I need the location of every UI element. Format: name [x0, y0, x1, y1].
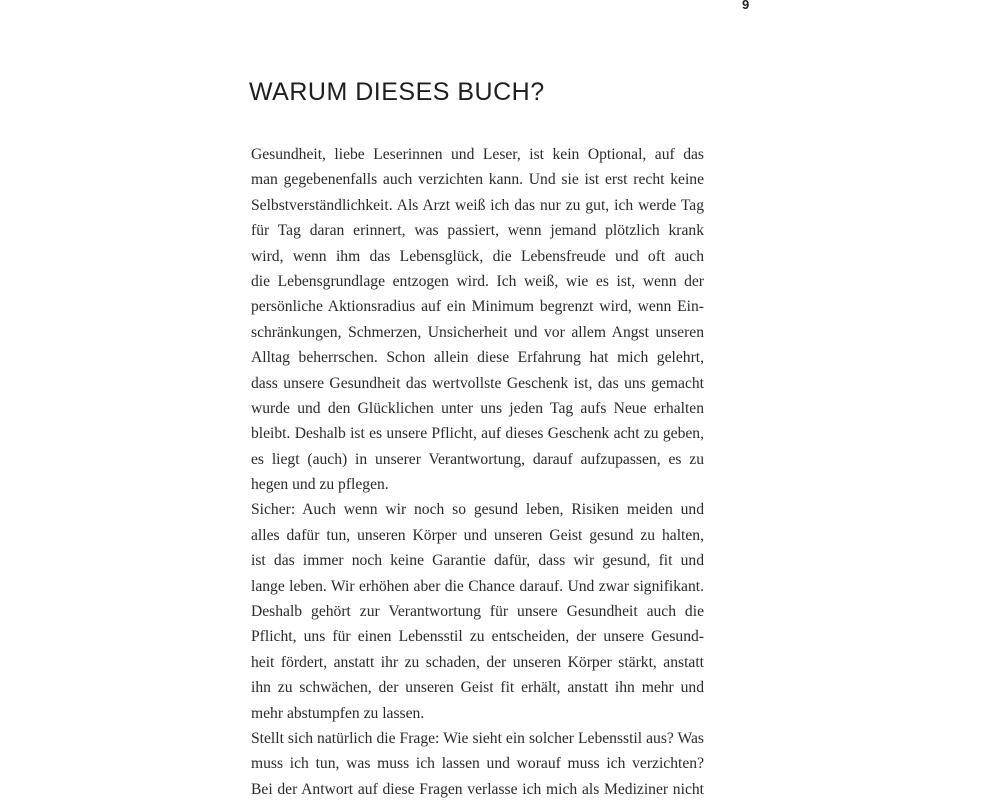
text-line: Sicher: Auch wenn wir noch so gesund leben, Risiken meiden und: [251, 501, 704, 519]
paragraph-1: [251, 142, 704, 497]
text-line: hegen und zu pflegen.: [251, 476, 389, 494]
text-line: heit fördert, anstatt ihr zu schaden, der unseren Körper stärkt, anstatt: [251, 653, 704, 671]
text-line: persönliche Aktionsradius auf ein Minimum begrenzt wird, wenn Ein-: [251, 298, 704, 316]
text-line: muss ich tun, was muss ich lassen und worauf muss ich verzichten?: [251, 755, 704, 773]
text-line: Pflicht, uns für einen Lebensstil zu entscheiden, der unsere Gesund-: [251, 628, 704, 646]
text-line: wurde und den Glücklichen unter uns jeden Tag aufs Neue erhalten: [251, 399, 704, 417]
paragraph-2: [251, 497, 704, 726]
text-line: Alltag beherrschen. Schon allein diese Erfahrung hat mich gelehrt,: [251, 349, 704, 367]
text-line: alles dafür tun, unseren Körper und unseren Geist gesund zu halten,: [251, 526, 704, 544]
text-line: die Lebensgrundlage entzogen wird. Ich weiß, wie es ist, wenn der: [251, 272, 704, 290]
text-line: Stellt sich natürlich die Frage: Wie sieht ein solcher Lebensstil aus? Was: [251, 729, 704, 747]
text-line: man gegebenenfalls auch verzichten kann. Und sie ist erst recht keine: [251, 171, 704, 189]
text-line: für Tag daran erinnert, was passiert, wenn jemand plötzlich krank: [251, 222, 704, 240]
body-text: [251, 142, 704, 800]
text-line: es liegt (auch) in unserer Verantwortung, darauf aufzupassen, es zu: [251, 450, 704, 468]
text-line: ist das immer noch keine Garantie dafür, dass wir gesund, fit und: [251, 552, 704, 570]
page-number: 9: [742, 0, 750, 12]
text-line: Selbstverständlichkeit. Als Arzt weiß ich das nur zu gut, ich werde Tag: [251, 196, 704, 214]
text-line: lange leben. Wir erhöhen aber die Chance darauf. Und zwar signifikant.: [251, 577, 704, 595]
text-line: Bei der Antwort auf diese Fragen verlasse ich mich als Mediziner nicht: [251, 780, 704, 798]
text-line: Deshalb gehört zur Verantwortung für unsere Gesundheit auch die: [251, 603, 704, 621]
text-line: schränkungen, Schmerzen, Unsicherheit und vor allem Angst unseren: [251, 323, 704, 341]
text-line: dass unsere Gesundheit das wertvollste Geschenk ist, das uns gemacht: [251, 374, 704, 392]
text-line: ihn zu schwächen, der unseren Geist fit erhält, anstatt ihn mehr und: [251, 679, 704, 697]
paragraph-3: [251, 726, 704, 800]
text-line: wird, wenn ihm das Lebensglück, die Lebensfreude und oft auch: [251, 247, 704, 265]
chapter-title: WARUM DIESES BUCH?: [249, 78, 545, 106]
text-line: mehr abstumpfen zu lassen.: [251, 704, 425, 722]
text-line: bleibt. Deshalb ist es unsere Pflicht, auf dieses Geschenk acht zu geben,: [251, 425, 704, 443]
text-line: Gesundheit, liebe Leserinnen und Leser, ist kein Optional, auf das: [251, 146, 704, 163]
